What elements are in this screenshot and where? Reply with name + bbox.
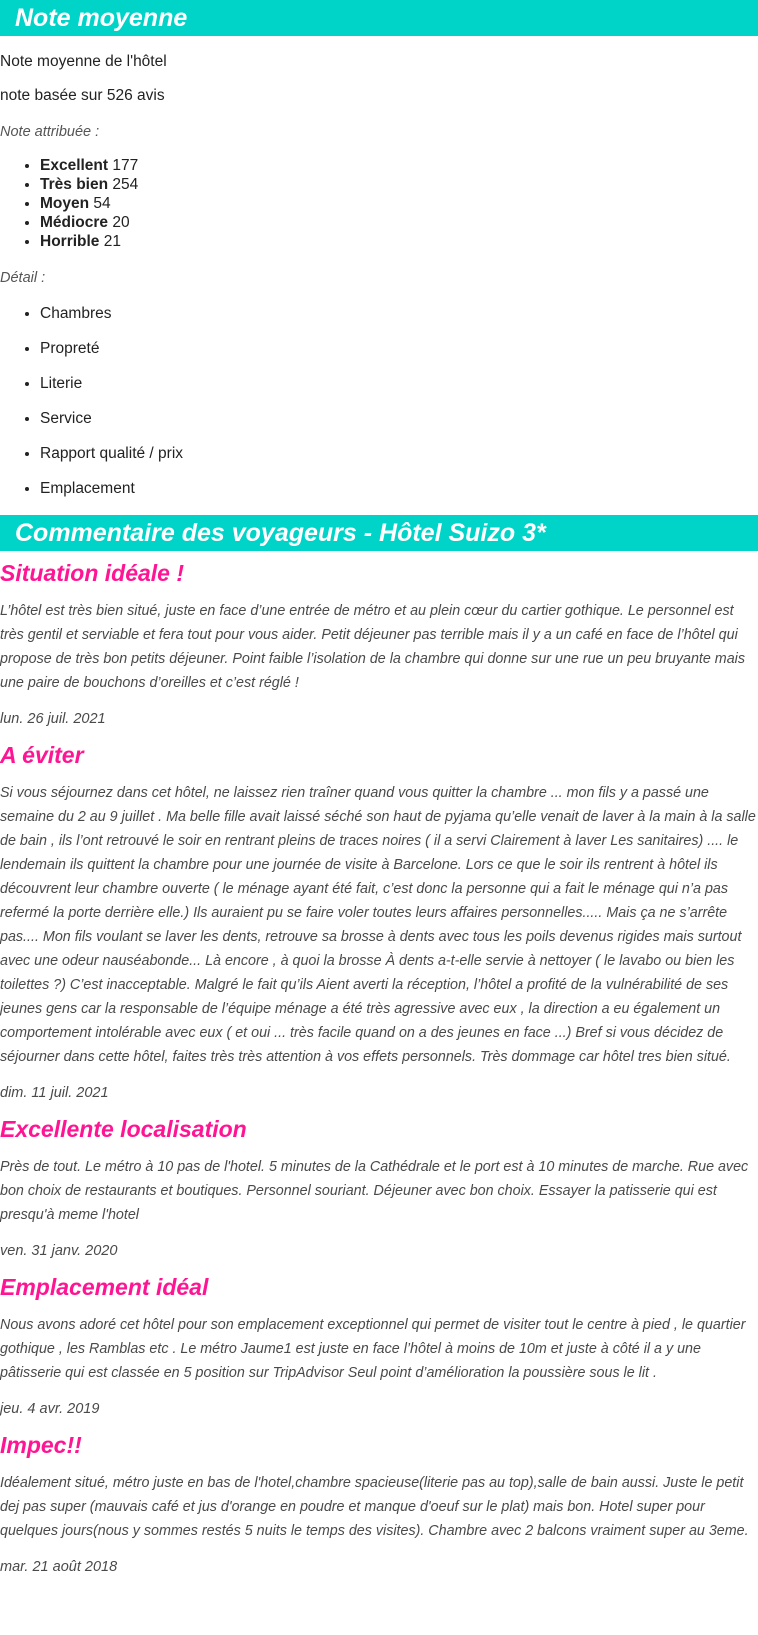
- review-title: Excellente localisation: [0, 1116, 247, 1142]
- review-body: Nous avons adoré cet hôtel pour son emplacement exceptionnel qui permet de visiter tout le centre à pied , le quartier gothique , les Ramblas etc . Le métro Jaume1 est juste en face l’hôtel à moins de 10m et juste à côté il a y une pâtisserie qui est classée en 5 position sur TripAdvisor Seul point d’amélioration la poussière sous le lit .: [0, 1317, 746, 1381]
- review: [0, 1273, 758, 1419]
- detail-list: [0, 304, 758, 499]
- review-title: Emplacement idéal: [0, 1274, 209, 1300]
- rating-label: Moyen: [40, 195, 90, 212]
- review-title: A éviter: [0, 742, 84, 768]
- review-count-text: note basée sur 526 avis: [0, 87, 165, 104]
- rating-label: Excellent: [40, 157, 109, 174]
- rating-count: 177: [112, 157, 139, 174]
- detail-item-rapport-qualite-prix: • Rapport qualité / prix: [40, 444, 758, 464]
- review: [0, 559, 758, 729]
- review-body: Près de tout. Le métro à 10 pas de l'hotel. 5 minutes de la Cathédrale et le port est à 10 minutes de marche. Rue avec bon choix de restaurants et boutiques. Personnel souriant. Déjeuner avec bon choix. Essayer la patisserie qui est presqu'à meme l'hotel: [0, 1159, 749, 1223]
- review-date: ven. 31 janv. 2020: [0, 1243, 118, 1259]
- rating-label: Très bien: [40, 176, 109, 193]
- detail-item-emplacement: • Emplacement: [40, 479, 758, 499]
- rating-label: Médiocre: [40, 214, 109, 231]
- review-title: Impec!!: [0, 1432, 82, 1458]
- ratings-list: [0, 156, 758, 251]
- section-header-note-moyenne: Note moyenne: [0, 0, 758, 36]
- review-date: jeu. 4 avr. 2019: [0, 1401, 100, 1417]
- rating-item: [40, 213, 758, 232]
- ratings-label: Note attribuée :: [0, 124, 100, 140]
- review-body: L’hôtel est très bien situé, juste en face d’une entrée de métro et au plein cœur du cartier gothique. Le personnel est très gentil et serviable et fera tout pour vous aider. Petit déjeuner pas terrible mais il y a un café en face de l’hôtel qui propose de très bon petits déjeuner. Point faible l’isolation de la chambre qui donne sur une rue un peu bruyante mais une paire de bouchons d’oreilles et c’est réglé !: [0, 603, 745, 691]
- rating-count: 54: [93, 195, 111, 212]
- rating-item: [40, 194, 758, 213]
- hotel-rating-label: Note moyenne de l'hôtel: [0, 53, 167, 70]
- review-body: Si vous séjournez dans cet hôtel, ne laissez rien traîner quand vous quitter la chambre ... mon fils y a passé une semaine du 2 au 9 juillet . Ma belle fille avait laissé séché son haut de pyjama qu’elle venait de laver à la main à la salle de bain , ils l’ont retrouvé le soir en rentrant pleins de traces noires ( il a servi Clairement à laver Les sanitaires) .... le lendemain ils quittent la chambre pour une journée de visite à Barcelone. Lors ce que le soir ils rentrent à hôtel ils découvrent leur chambre ouverte ( le ménage ayant été fait, c’est donc la personne qui a fait le ménage qui n’a pas refermé la porte derrière elle.) Ils auraient pu se faire voler toutes leurs affaires personnelles..... Mais ça ne s’arrête pas.... Mon fils voulant se laver les dents, retrouve sa brosse à dents avec tous les poils devenus rigides mais surtout avec une odeur nauséabonde... Là encore , à quoi la brosse À dents a-t-elle servie à nettoyer ( le lavabo ou bien les toilettes ?) C’est inacceptable. Malgré le fait qu’ils Aient averti la réception, l’hôtel a profité de la vulnérabilité de ses jeunes gens car la responsable de l’équipe ménage a été très agressive avec eux , la direction a eu également un comportement intolérable avec eux ( et oui ... très facile quand on a des jeunes en face ...) Bref si vous décidez de séjourner dans cette hôtel, faites très très attention à vos effets personnels. Très dommage car hôtel tres bien situé.: [0, 785, 756, 1065]
- review-date: dim. 11 juil. 2021: [0, 1085, 109, 1101]
- review-date: lun. 26 juil. 2021: [0, 711, 106, 727]
- detail-item-proprete: • Propreté: [40, 339, 758, 359]
- detail-item-literie: • Literie: [40, 374, 758, 394]
- rating-count: 254: [112, 176, 139, 193]
- review-date: mar. 21 août 2018: [0, 1559, 118, 1575]
- rating-count: 20: [112, 214, 130, 231]
- review-title: Situation idéale !: [0, 560, 185, 586]
- detail-label: Détail :: [0, 270, 46, 286]
- detail-item-chambres: • Chambres: [40, 304, 758, 324]
- rating-label: Horrible: [40, 233, 100, 250]
- rating-item: [40, 156, 758, 175]
- rating-count: 21: [103, 233, 121, 250]
- section-header-commentaires: Commentaire des voyageurs - Hôtel Suizo 3*: [0, 515, 758, 551]
- review: [0, 1115, 758, 1261]
- review-body: Idéalement situé, métro juste en bas de l'hotel,chambre spacieuse(literie pas au top),salle de bain aussi. Juste le petit dej pas super (mauvais café et jus d'orange en poudre et manque d'oeuf sur le plat) mais bon. Hotel super pour quelques jours(nous y sommes restés 5 nuits le temps des visites). Chambre avec 2 balcons vraiment super au 3eme.: [0, 1475, 749, 1539]
- review: [0, 741, 758, 1103]
- rating-item: [40, 232, 758, 251]
- detail-item-service: • Service: [40, 409, 758, 429]
- rating-item: [40, 175, 758, 194]
- review: [0, 1431, 758, 1577]
